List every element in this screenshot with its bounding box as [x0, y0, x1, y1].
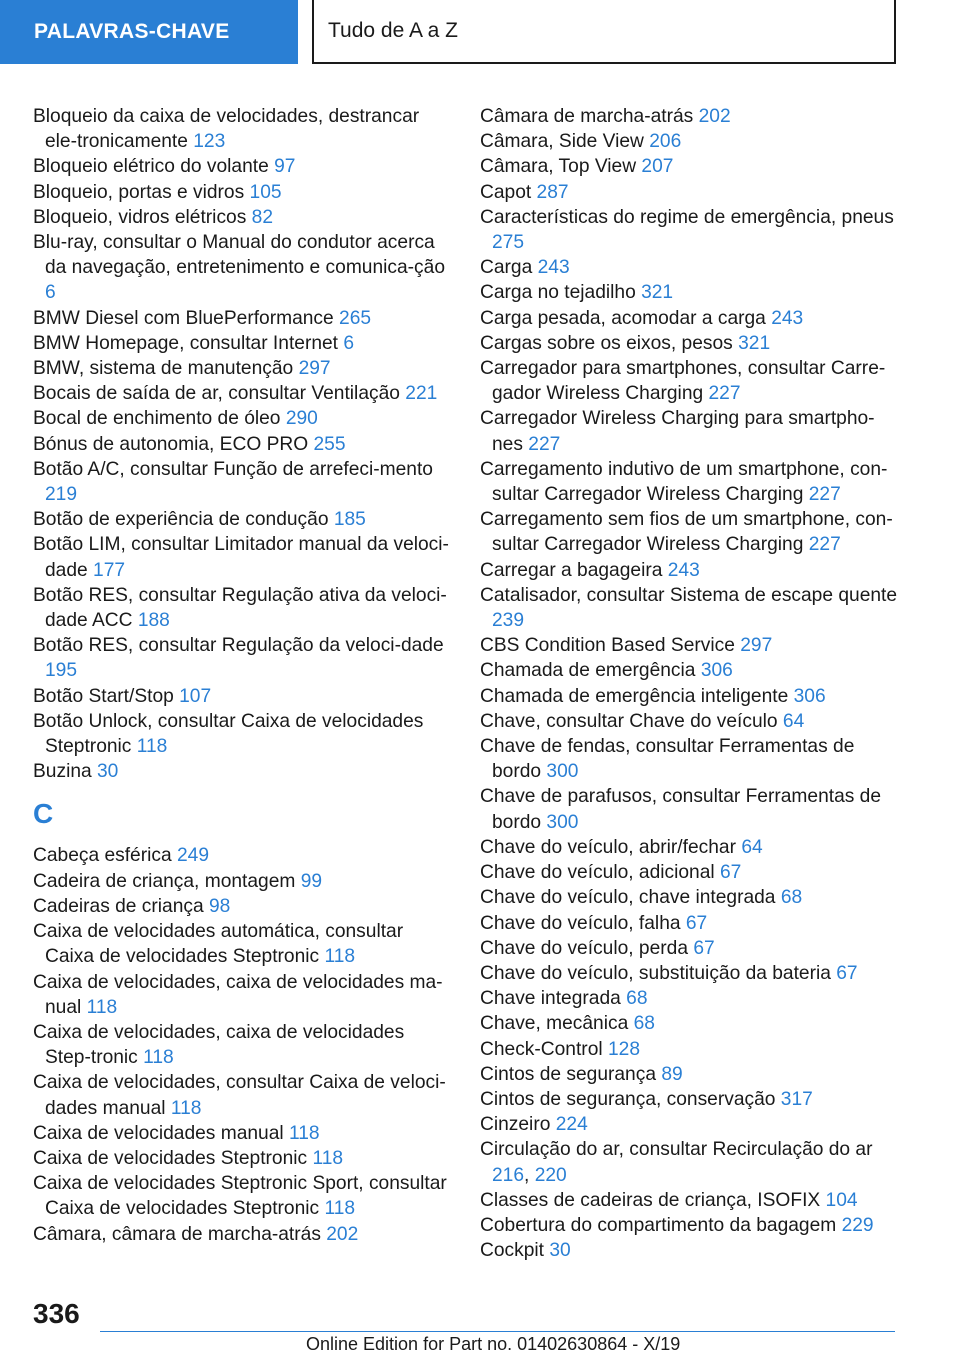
page-reference-link[interactable]: 6	[343, 332, 355, 354]
index-entry	[33, 180, 453, 205]
page-reference-link[interactable]: 68	[633, 1013, 655, 1035]
page-reference-link[interactable]: 297	[298, 358, 331, 380]
index-letter-heading: C	[33, 798, 54, 830]
page-reference-link[interactable]: 224	[555, 1114, 588, 1136]
page-reference-link[interactable]: 219	[45, 484, 78, 506]
index-entry-term: Chave do veículo, falha	[480, 912, 681, 934]
index-entry	[33, 154, 453, 179]
index-entry	[480, 129, 900, 154]
index-entry-term: Cintos de segurança, conservação	[480, 1088, 776, 1110]
index-entry	[33, 709, 453, 759]
index-entry-term: Características do regime de emergência, pneus	[480, 206, 894, 228]
index-entry	[480, 306, 900, 331]
page-reference-link[interactable]: 64	[782, 710, 805, 732]
index-entry-term: Chave do veículo, adicional	[480, 862, 715, 884]
page-reference-link[interactable]: 97	[274, 156, 296, 178]
index-entry	[33, 843, 453, 868]
index-entry	[480, 684, 900, 709]
page-reference-link[interactable]: 104	[825, 1189, 858, 1211]
page-reference-link[interactable]: 207	[641, 156, 674, 178]
index-entry-term: Chave, consultar Chave do veículo	[480, 710, 778, 732]
index-entry-term: Classes de cadeiras de criança, ISOFIX	[480, 1189, 821, 1211]
index-entry-term: Bloqueio, vidros elétricos	[33, 206, 247, 228]
index-entry-term: Caixa de velocidades Steptronic	[33, 1147, 308, 1169]
footer-divider	[100, 1331, 895, 1332]
index-entry-term: Catalisador, consultar Sistema de escape quente	[480, 584, 898, 606]
index-entry	[480, 406, 900, 456]
index-entry-term: Carga pesada, acomodar a carga	[480, 307, 766, 329]
index-entry-term: Carregar a bagageira	[480, 559, 663, 581]
index-entry	[33, 331, 453, 356]
index-entry	[480, 507, 900, 557]
page-reference-link[interactable]: 275	[492, 232, 525, 254]
index-entry	[480, 558, 900, 583]
page-reference-link[interactable]: 227	[708, 383, 741, 405]
index-entry	[480, 835, 900, 860]
page-reference-link[interactable]: 220	[534, 1164, 567, 1186]
index-entry-term: Circulação do ar, consultar Recirculação do ar	[480, 1139, 873, 1161]
index-entry-term: Caixa de velocidades, caixa de velocidades ma-nual	[33, 971, 443, 1018]
index-entry	[33, 406, 453, 431]
page-reference-link[interactable]: 227	[808, 484, 841, 506]
page-reference-link[interactable]: 249	[177, 845, 210, 867]
index-entry	[480, 356, 900, 406]
index-entry-term: Cadeiras de criança	[33, 895, 204, 917]
index-entry-term: Bloqueio elétrico do volante	[33, 156, 269, 178]
index-entry-term: Caixa de velocidades, caixa de velocidades Step-tronic	[33, 1021, 405, 1069]
index-entry-term: Cobertura do compartimento da bagagem	[480, 1214, 837, 1236]
index-entry	[480, 1112, 900, 1137]
index-entry-term: Chave, mecânica	[480, 1013, 629, 1035]
page-reference-link[interactable]: 227	[808, 534, 841, 556]
index-entry	[480, 936, 900, 961]
page-reference-link[interactable]: 107	[179, 685, 212, 707]
index-entry-term: Carregamento indutivo de um smartphone, con-sultar Carregador Wireless Charging	[480, 458, 888, 506]
page-reference-link[interactable]: 118	[136, 736, 168, 758]
index-entry	[480, 1011, 900, 1036]
index-entry-term: Check-Control	[480, 1038, 603, 1060]
index-entry-term: Câmara de marcha-atrás	[480, 106, 694, 127]
index-entry	[33, 356, 453, 381]
index-entry-term: Cargas sobre os eixos, pesos	[480, 332, 733, 354]
index-entry	[480, 1188, 900, 1213]
index-entry-term: Carregador Wireless Charging para smartpho-nes	[480, 408, 875, 455]
index-entry	[480, 180, 900, 205]
index-entry	[480, 784, 900, 834]
page-reference-link[interactable]: 128	[607, 1038, 640, 1060]
page-reference-link[interactable]: 30	[549, 1240, 571, 1262]
index-entry	[33, 1171, 453, 1221]
index-entry-term: Cabeça esférica	[33, 845, 172, 867]
index-entry	[33, 306, 453, 331]
index-entry	[480, 1062, 900, 1087]
page-reference-link[interactable]: 67	[685, 912, 708, 934]
page-reference-link[interactable]: 123	[193, 131, 226, 153]
index-entry	[33, 1070, 453, 1120]
index-entry	[33, 230, 453, 306]
page-reference-link[interactable]: 99	[300, 870, 323, 892]
index-entry	[480, 154, 900, 179]
index-entry-term: Bocais de saída de ar, consultar Ventilação	[33, 383, 400, 405]
index-entry-term: Botão de experiência de condução	[33, 509, 329, 531]
page-reference-link[interactable]: 118	[289, 1122, 320, 1144]
index-entry-term: Capot	[480, 181, 532, 203]
index-entry	[480, 1213, 900, 1238]
index-entry-term: Caixa de velocidades Steptronic Sport, consultar Caixa de velocidades Steptronic	[33, 1173, 447, 1220]
index-entry-term: Cockpit	[480, 1240, 544, 1262]
page-reference-link[interactable]: 202	[326, 1223, 359, 1245]
page-reference-link[interactable]: 67	[720, 862, 742, 884]
index-entry	[33, 457, 453, 507]
page-reference-link[interactable]: 68	[626, 988, 648, 1010]
page-reference-link[interactable]: 185	[333, 509, 366, 531]
index-entry-term: Chave do veículo, abrir/fechar	[480, 836, 736, 858]
index-entry	[33, 970, 453, 1020]
page-reference-link[interactable]: 118	[170, 1097, 202, 1119]
index-entry	[480, 633, 900, 658]
index-entry	[480, 457, 900, 507]
index-entry-term: Botão LIM, consultar Limitador manual da veloci-dade	[33, 534, 449, 581]
page-reference-link[interactable]: 6	[45, 282, 56, 304]
index-entry	[480, 860, 900, 885]
index-entry-term: Cadeira de criança, montagem	[33, 870, 296, 892]
index-entry-term: Bocal de enchimento de óleo	[33, 408, 281, 430]
page-reference-link[interactable]: 221	[405, 383, 438, 405]
page-number: 336	[33, 1298, 80, 1329]
page-reference-link[interactable]: 118	[324, 946, 356, 968]
index-entry-term: Buzina	[33, 761, 92, 783]
index-entry-term: Botão RES, consultar Regulação da veloci-dade	[33, 635, 444, 657]
page-reference-link[interactable]: 105	[249, 181, 282, 203]
index-entry	[33, 759, 453, 784]
index-entry-term: Chave de parafusos, consultar Ferramentas de bordo	[480, 786, 882, 833]
index-entry-term: Cinzeiro	[480, 1114, 551, 1136]
page-reference-link[interactable]: 300	[546, 761, 579, 783]
index-entry	[33, 104, 453, 154]
index-entry-term: Carregador para smartphones, consultar Carre-gador Wireless Charging	[480, 358, 886, 405]
page-reference-link[interactable]: 82	[251, 206, 273, 228]
index-entry-term: Bónus de autonomia, ECO PRO	[33, 433, 309, 455]
tab-keywords[interactable]: PALAVRAS-CHAVE	[0, 0, 298, 64]
index-entry-term: BMW Homepage, consultar Internet	[33, 332, 339, 354]
index-entry	[480, 583, 900, 633]
index-entry	[480, 734, 900, 784]
page-reference-link[interactable]: 206	[649, 131, 682, 153]
index-entry	[33, 1146, 453, 1171]
index-entry	[33, 507, 453, 532]
index-column-left	[33, 104, 453, 1247]
page-reference-link[interactable]: 297	[740, 635, 773, 657]
index-entry-term: Botão Start/Stop	[33, 685, 174, 707]
page-reference-link[interactable]: 287	[536, 181, 569, 203]
index-entry	[480, 658, 900, 683]
page-reference-link[interactable]: 239	[492, 610, 525, 632]
index-entry-term: Chave do veículo, perda	[480, 937, 688, 959]
page-reference-link[interactable]: 321	[738, 332, 771, 354]
page-reference-link[interactable]: 118	[86, 996, 118, 1018]
index-entry-term: Chave de fendas, consultar Ferramentas de bordo	[480, 736, 855, 783]
index-entry	[480, 709, 900, 734]
index-entry	[33, 205, 453, 230]
index-entry	[33, 633, 453, 683]
section-title: Tudo de A a Z	[312, 0, 896, 64]
index-entry	[480, 280, 900, 305]
index-entry	[480, 331, 900, 356]
page-reference-link[interactable]: 118	[324, 1198, 356, 1220]
page-reference-link[interactable]: 202	[698, 106, 731, 127]
index-entry-term: Câmara, Side View	[480, 131, 644, 153]
index-entry	[33, 869, 453, 894]
index-entry	[480, 1087, 900, 1112]
page-reference-link[interactable]: 64	[741, 836, 763, 858]
page-reference-link[interactable]: 243	[667, 559, 700, 581]
page-reference-link[interactable]: 216	[492, 1164, 525, 1186]
index-entry	[480, 104, 900, 129]
index-entry-term: Caixa de velocidades, consultar Caixa de veloci-dades manual	[33, 1072, 446, 1119]
index-entry	[480, 885, 900, 910]
index-entry	[480, 1238, 900, 1263]
index-entry-term: Bloqueio, portas e vidros	[33, 181, 245, 203]
index-entry-term: Carga no tejadilho	[480, 282, 636, 304]
index-entry-term: Chave integrada	[480, 988, 621, 1010]
index-entry: Circulação do ar, consultar Recirculação do ar 216, 220	[480, 1139, 873, 1186]
index-entry-term: Carga	[480, 257, 533, 279]
index-entry	[33, 432, 453, 457]
index-entry	[480, 911, 900, 936]
page-reference-link[interactable]: 188	[137, 610, 170, 632]
index-entry-term: Chamada de emergência	[480, 660, 696, 682]
page-reference-link[interactable]: 321	[641, 282, 674, 304]
index-column-right	[480, 104, 900, 1263]
page-reference-link[interactable]: 98	[209, 895, 231, 917]
page-reference-link[interactable]: 229	[841, 1214, 874, 1236]
index-entry-term: Cintos de segurança	[480, 1063, 656, 1085]
page-reference-link[interactable]: 67	[836, 962, 858, 984]
page-header	[0, 0, 960, 66]
page-reference-link[interactable]: 265	[339, 307, 372, 329]
index-entry	[33, 1020, 453, 1070]
index-entry	[33, 381, 453, 406]
index-entry-term: Chamada de emergência inteligente	[480, 685, 789, 707]
index-entry	[33, 919, 453, 969]
page-reference-link[interactable]: 243	[537, 257, 570, 279]
index-entry-term: CBS Condition Based Service	[480, 635, 735, 657]
page-reference-link[interactable]: 306	[793, 685, 826, 707]
page-reference-link[interactable]: 67	[693, 937, 715, 959]
index-entry-term: Botão RES, consultar Regulação ativa da veloci-dade ACC	[33, 584, 447, 632]
index-entry-term: Bloqueio da caixa de velocidades, destrancar ele-tronicamente	[33, 106, 420, 153]
page-reference-link[interactable]: 118	[143, 1047, 174, 1069]
index-entry-term: Blu-ray, consultar o Manual do condutor acerca da navegação, entretenimento e comunica-ção	[33, 232, 445, 279]
index-entry-term: Caixa de velocidades manual	[33, 1122, 284, 1144]
index-entry	[480, 961, 900, 986]
page-reference-link[interactable]: 227	[528, 433, 561, 455]
index-entry	[33, 1121, 453, 1146]
index-entry	[480, 205, 900, 255]
footer-edition-text: Online Edition for Part no. 01402630864 - X/19	[306, 1334, 681, 1354]
page-reference-link[interactable]: 68	[780, 887, 803, 909]
index-entry	[33, 532, 453, 582]
page-reference-link[interactable]: 118	[312, 1147, 344, 1169]
index-entry-term: Botão Unlock, consultar Caixa de velocidades Steptronic	[33, 710, 424, 758]
index-entry	[33, 1222, 453, 1247]
index-entry	[480, 986, 900, 1011]
page-reference-link[interactable]: 255	[313, 433, 346, 455]
index-entry-term: BMW, sistema de manutenção	[33, 358, 294, 380]
page-reference-link[interactable]: 243	[771, 307, 804, 329]
index-entry-term: Câmara, câmara de marcha-atrás	[33, 1223, 321, 1245]
page-reference-link[interactable]: 89	[661, 1063, 683, 1085]
page-reference-link[interactable]: 30	[97, 761, 119, 783]
index-entry-term: Chave do veículo, substituição da bateria	[480, 962, 831, 984]
index-entry-term: Caixa de velocidades automática, consultar Caixa de velocidades Steptronic	[33, 921, 404, 968]
index-entry-term: BMW Diesel com BluePerformance	[33, 307, 334, 329]
index-entry	[33, 894, 453, 919]
index-entry-term: Chave do veículo, chave integrada	[480, 887, 776, 909]
page-reference-link[interactable]: 306	[700, 660, 733, 682]
page-reference-link[interactable]: 177	[93, 559, 126, 581]
index-entry-term: Botão A/C, consultar Função de arrefeci-mento	[33, 458, 433, 480]
page-reference-link[interactable]: 195	[45, 660, 78, 682]
index-entry	[33, 583, 453, 633]
index-entry-term: Câmara, Top View	[480, 156, 637, 178]
index-entry-term: Carregamento sem fios de um smartphone, con-sultar Carregador Wireless Charging	[480, 509, 893, 556]
page-reference-link[interactable]: 300	[546, 811, 579, 833]
page-reference-link[interactable]: 317	[780, 1088, 813, 1110]
index-entry	[480, 1037, 900, 1062]
index-entry	[480, 255, 900, 280]
index-entry	[33, 684, 453, 709]
page-reference-link[interactable]: 290	[285, 408, 318, 430]
